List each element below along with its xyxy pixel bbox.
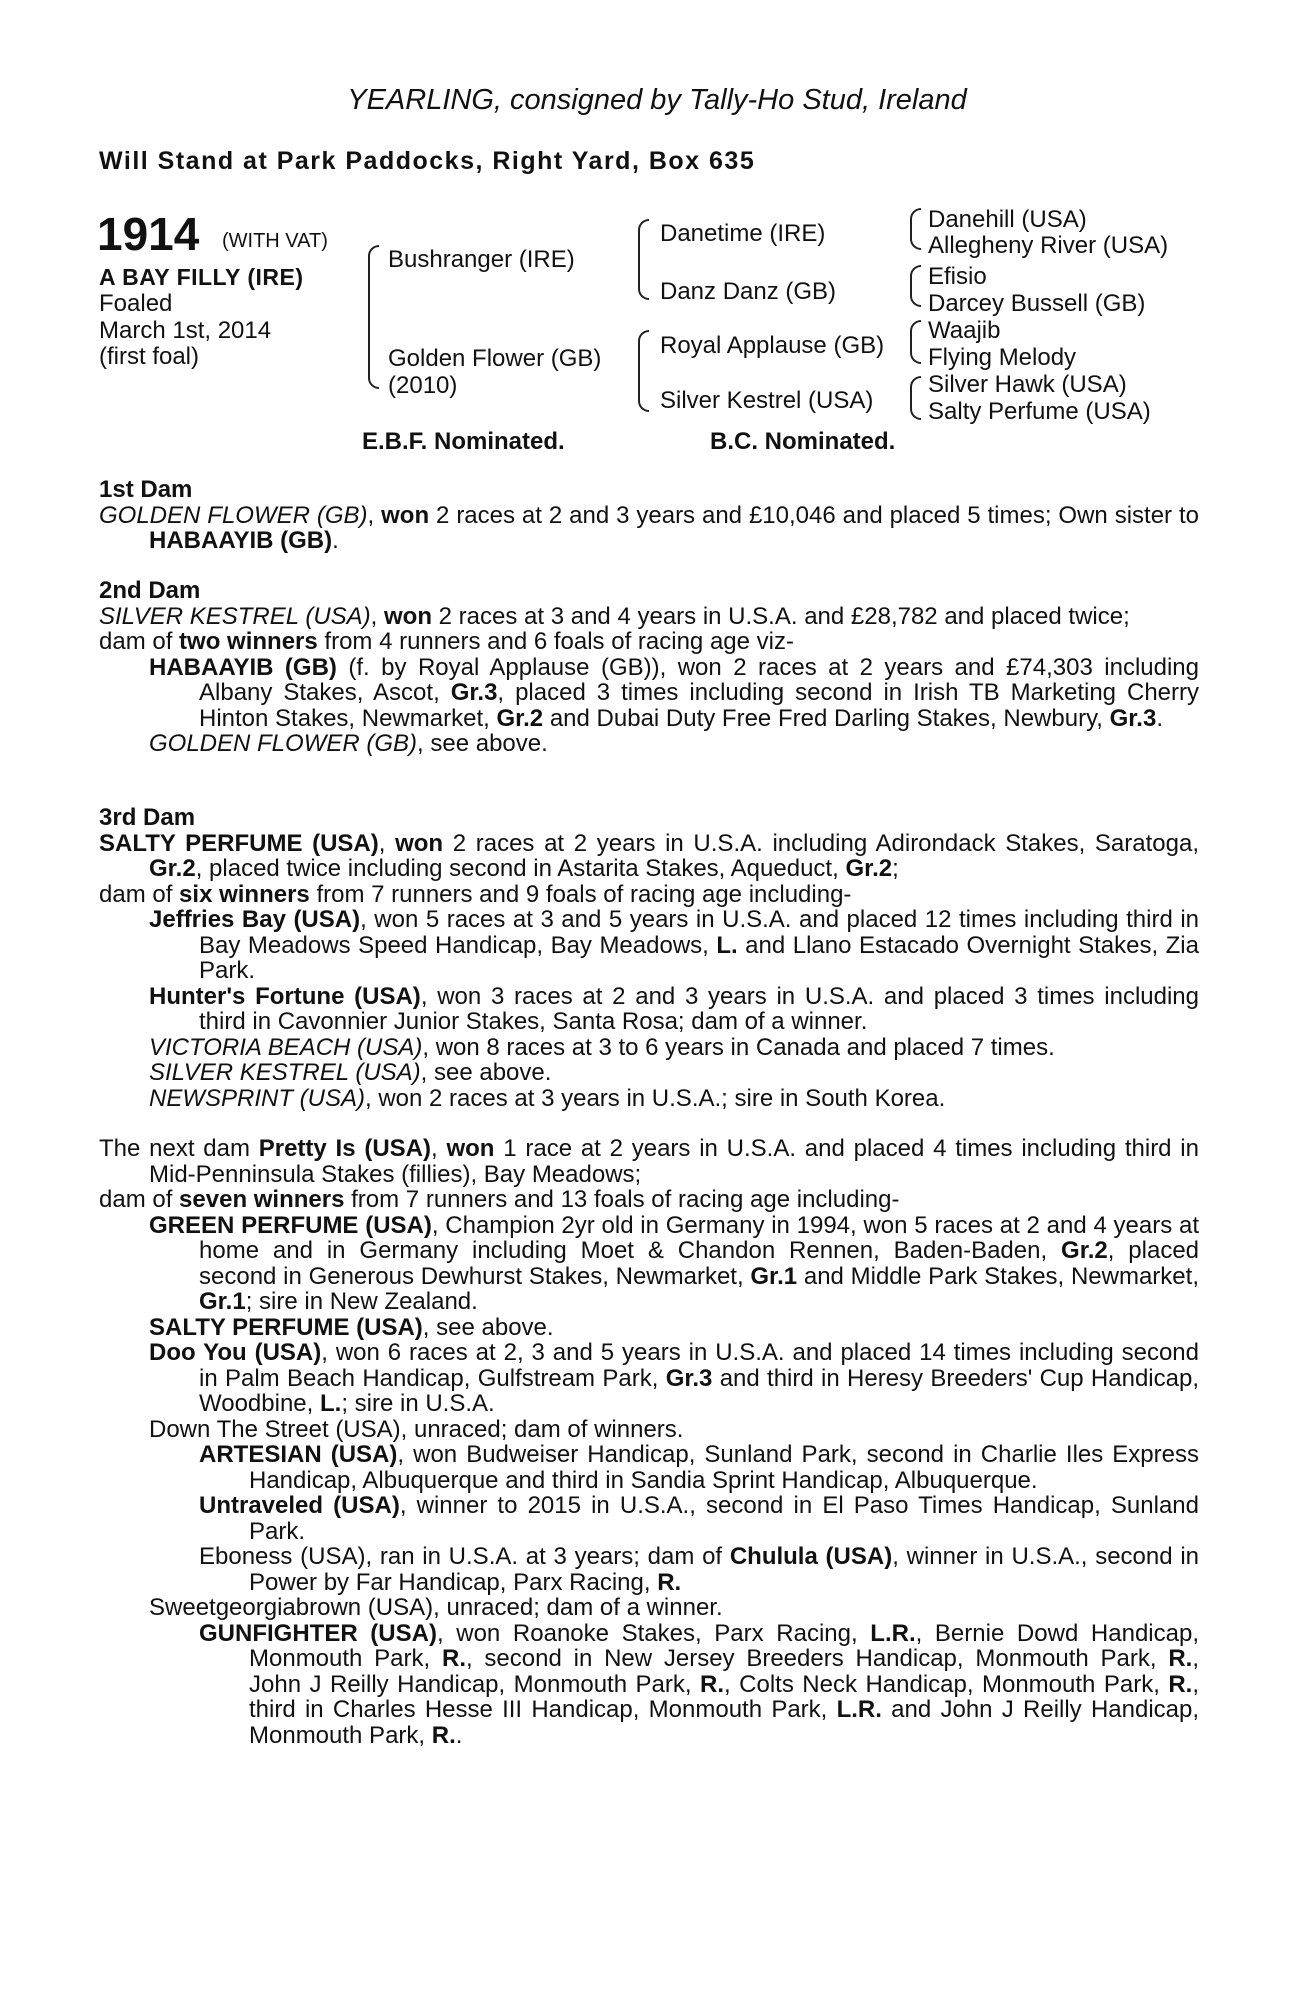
next-dam-produce: dam of seven winners from 7 runners and 13 foals of racing age including-	[99, 1186, 900, 1213]
produce-artesian: ARTESIAN (USA), won Budweiser Handicap, Sunland Park, second in Charlie Iles Express Handicap, Albuquerque and third in Sandia Sprint Handicap, Albuquerque.	[199, 1441, 1199, 1494]
produce-down-the-street: Down The Street (USA), unraced; dam of winners.	[149, 1415, 684, 1443]
produce-habaayib: HABAAYIB (GB) (f. by Royal Applause (GB)), won 2 races at 2 years and £74,303 including Albany Stakes, Ascot, Gr.3, placed 3 times including second in Irish TB Marketing Cherry Hinton Stakes, Newmarket, Gr.2 and Dubai Duty Free Fred Darling Stakes, Newbury, Gr.3.	[149, 653, 1199, 732]
third-dam-produce: dam of six winners from 7 runners and 9 foals of racing age including-	[99, 880, 852, 908]
pedigree-dam-dam: Silver Kestrel (USA)	[660, 387, 874, 414]
produce-jeffries-bay: Jeffries Bay (USA), won 5 races at 3 and 5 years in U.S.A. and placed 12 times including third in Bay Meadows Speed Handicap, Bay Meadows, L. and Llano Estacado Overnight Stakes, Zia Park.	[149, 906, 1199, 984]
first-dam-heading: 1st Dam	[99, 476, 193, 503]
pedigree-brace-ss	[910, 208, 921, 250]
produce-hunters-fortune: Hunter's Fortune (USA), won 3 races at 2 and 3 years in U.S.A. and placed 3 times including third in Cavonnier Junior Stakes, Santa Rosa; dam of a winner.	[149, 982, 1199, 1035]
lot-name: A BAY FILLY (IRE)	[99, 264, 304, 290]
second-dam-section	[99, 578, 1199, 757]
pedigree-dds: Silver Hawk (USA)	[928, 371, 1127, 398]
pedigree-sire: Bushranger (IRE)	[388, 246, 575, 273]
produce-salty-perfume: SALTY PERFUME (USA), see above.	[149, 1313, 554, 1341]
second-dam-produce: dam of two winners from 4 runners and 6 foals of racing age viz-	[99, 628, 794, 655]
pedigree-dss: Waajib	[928, 317, 1001, 344]
produce-newsprint: NEWSPRINT (USA), won 2 races at 3 years in U.S.A.; sire in South Korea.	[149, 1084, 946, 1112]
next-dam-entry: The next dam Pretty Is (USA), won 1 race at 2 years in U.S.A. and placed 4 times including third in Mid-Penninsula Stakes (fillies), Bay Meadows;	[99, 1135, 1199, 1188]
second-dam-entry: SILVER KESTREL (USA), won 2 races at 3 and 4 years in U.S.A. and £28,782 and placed twice;	[99, 602, 1130, 630]
second-dam-heading: 2nd Dam	[99, 577, 201, 604]
third-dam-heading: 3rd Dam	[99, 804, 196, 831]
pedigree-brace-sire	[638, 219, 649, 300]
pedigree-sds: Efisio	[928, 263, 987, 290]
lot-number: 1914	[97, 208, 200, 260]
pedigree-dam-year: (2010)	[388, 372, 458, 399]
third-dam-entry: SALTY PERFUME (USA), won 2 races at 2 years in U.S.A. including Adirondack Stakes, Saratoga, Gr.2, placed twice including second in Astarita Stakes, Aqueduct, Gr.2;	[99, 829, 1199, 882]
foal-note: (first foal)	[99, 343, 200, 370]
pedigree-dam-sire: Royal Applause (GB)	[660, 332, 885, 359]
produce-eboness: Eboness (USA), ran in U.S.A. at 3 years; dam of Chulula (USA), winner in U.S.A., second in Power by Far Handicap, Parx Racing, R.	[199, 1543, 1199, 1596]
ebf-nominated: E.B.F. Nominated.	[362, 428, 565, 455]
next-dam-section	[99, 1136, 1199, 1748]
pedigree-brace-dd	[910, 376, 921, 420]
foaled-label: Foaled	[99, 290, 173, 317]
pedigree-brace-sd	[910, 265, 921, 307]
pedigree-brace-ds	[910, 320, 921, 364]
produce-green-perfume: GREEN PERFUME (USA), Champion 2yr old in Germany in 1994, won 5 races at 2 and 4 years at home and in Germany including Moet & Chandon Rennen, Baden-Baden, Gr.2, placed second in Generous Dewhurst Stakes, Newmarket, Gr.1 and Middle Park Stakes, Newmarket, Gr.1; sire in New Zealand.	[149, 1211, 1200, 1315]
stand-location: Will Stand at Park Paddocks, Right Yard, Box 635	[99, 147, 756, 175]
pedigree-dsd: Flying Melody	[928, 344, 1077, 371]
produce-sweetgeorgiabrown: Sweetgeorgiabrown (USA), unraced; dam of a winner.	[149, 1594, 723, 1621]
vat-label: (WITH VAT)	[222, 230, 328, 252]
produce-victoria-beach: VICTORIA BEACH (USA), won 8 races at 3 to 6 years in Canada and placed 7 times.	[149, 1033, 1055, 1061]
third-dam-section	[99, 805, 1199, 1111]
pedigree-sdd: Darcey Bussell (GB)	[928, 290, 1146, 317]
pedigree-sire-sire: Danetime (IRE)	[660, 220, 826, 247]
pedigree-sss: Danehill (USA)	[928, 206, 1087, 233]
produce-untraveled: Untraveled (USA), winner to 2015 in U.S.A., second in El Paso Times Handicap, Sunland Park.	[199, 1492, 1199, 1545]
horse-name: GOLDEN FLOWER (GB)	[99, 501, 368, 529]
pedigree-brace-dam	[638, 330, 649, 412]
page-title: YEARLING, consigned by Tally-Ho Stud, Ireland	[347, 84, 967, 116]
produce-gunfighter: GUNFIGHTER (USA), won Roanoke Stakes, Parx Racing, L.R., Bernie Dowd Handicap, Monmouth Park, R., second in New Jersey Breeders Handicap, Monmouth Park, R., John J Reilly Handicap, Monmouth Park, R., Colts Neck Handicap, Monmouth Park, R., third in Charles Hesse III Handicap, Monmouth Park, L.R. and John J Reilly Handicap, Monmouth Park, R..	[199, 1619, 1200, 1749]
pedigree-ddd: Salty Perfume (USA)	[928, 398, 1151, 425]
pedigree-brace-main	[368, 245, 379, 389]
pedigree-dam: Golden Flower (GB)	[388, 345, 602, 372]
pedigree-sire-dam: Danz Danz (GB)	[660, 278, 837, 305]
produce-silver-kestrel: SILVER KESTREL (USA), see above.	[149, 1059, 552, 1086]
produce-golden-flower: GOLDEN FLOWER (GB), see above.	[149, 730, 548, 757]
first-dam-section	[99, 477, 1199, 554]
produce-doo-you: Doo You (USA), won 6 races at 2, 3 and 5 years in U.S.A. and placed 14 times including second in Palm Beach Handicap, Gulfstream Park, Gr.3 and third in Heresy Breeders' Cup Handicap, Woodbine, L.; sire in U.S.A.	[149, 1339, 1200, 1417]
pedigree-ssd: Allegheny River (USA)	[928, 232, 1169, 259]
first-dam-entry: GOLDEN FLOWER (GB), won 2 races at 2 and 3 years and £10,046 and placed 5 times; Own sister to HABAAYIB (GB).	[99, 501, 1199, 554]
bc-nominated: B.C. Nominated.	[710, 428, 896, 455]
foaled-date: March 1st, 2014	[99, 317, 272, 344]
